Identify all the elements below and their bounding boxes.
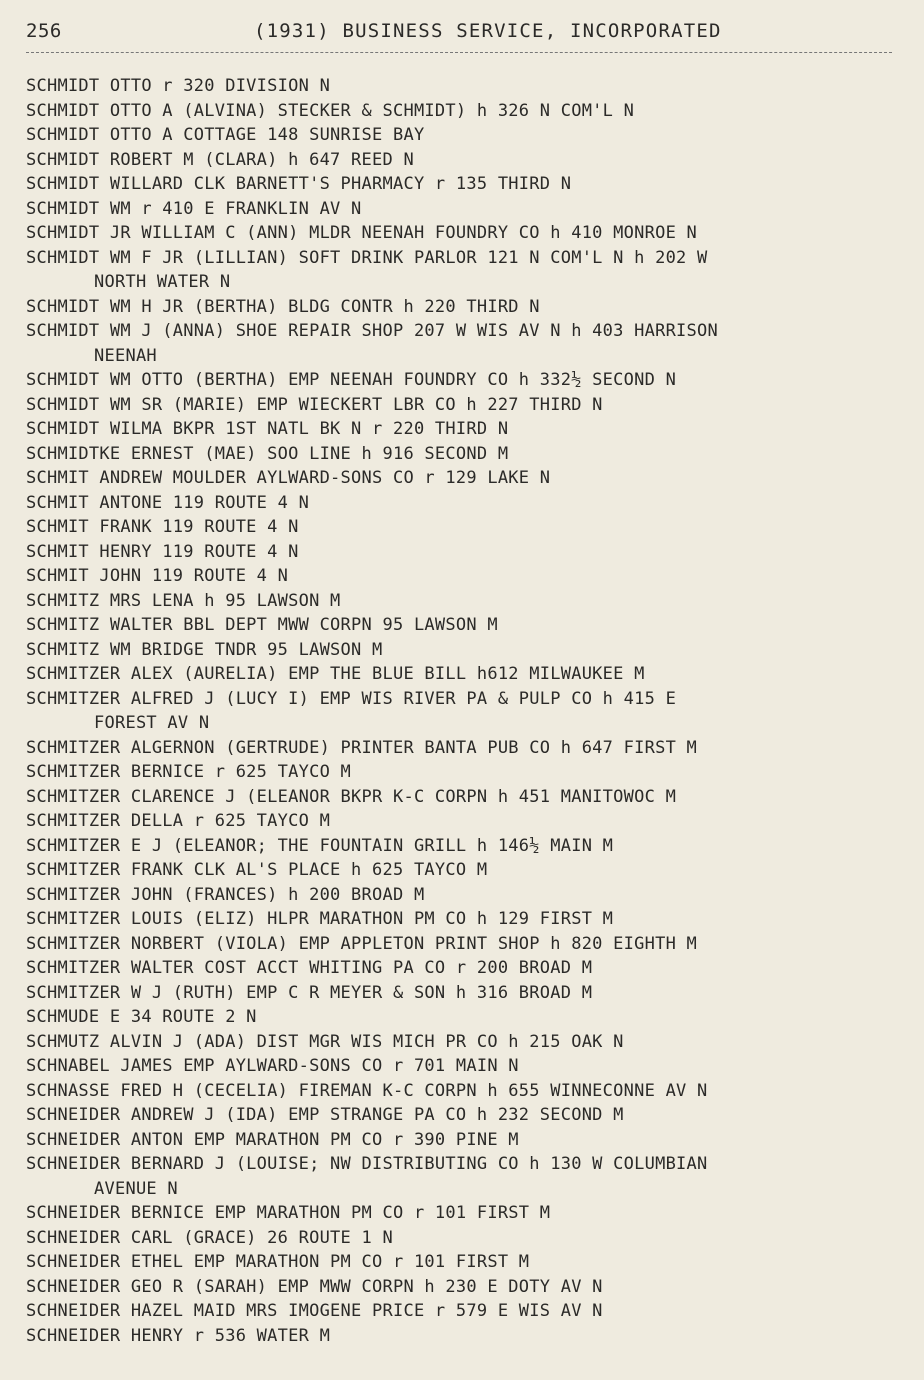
directory-entry: SCHMIDT OTTO A (ALVINA) STECKER & SCHMIDT) h 326 N COM'L N xyxy=(26,100,635,121)
directory-entry: SCHMIDT WM H JR (BERTHA) BLDG CONTR h 220 THIRD N xyxy=(26,296,540,317)
directory-entry: SCHMIDT OTTO r 320 DIVISION N xyxy=(26,76,331,96)
directory-entry: SCHNEIDER ANDREW J (IDA) EMP STRANGE PA CO h 232 SECOND M xyxy=(26,1105,624,1125)
directory-entry: SCHNEIDER BERNICE EMP MARATHON PM CO r 101 FIRST M xyxy=(26,1203,551,1223)
directory-entry: SCHMITZ WM BRIDGE TNDR 95 LAWSON M xyxy=(26,639,383,660)
directory-entry-continuation: FOREST AV N xyxy=(94,713,210,733)
directory-entry: SCHMITZER E J (ELEANOR; THE FOUNTAIN GRILL h 146½ MAIN M xyxy=(26,835,614,856)
directory-entry: SCHNEIDER ANTON EMP MARATHON PM CO r 390 PINE M xyxy=(26,1129,519,1150)
directory-entry-continuation: NORTH WATER N xyxy=(94,272,231,292)
directory-entry: SCHMITZER W J (RUTH) EMP C R MEYER & SON h 316 BROAD M xyxy=(26,982,593,1003)
directory-entry: SCHMIDT WILMA BKPR 1ST NATL BK N r 220 THIRD N xyxy=(26,419,509,439)
directory-entry: SCHNEIDER CARL (GRACE) 26 ROUTE 1 N xyxy=(26,1227,393,1248)
page-number: 256 xyxy=(26,20,62,42)
directory-entry: SCHMITZ WALTER BBL DEPT MWW CORPN 95 LAWSON M xyxy=(26,615,498,635)
directory-entry: SCHMIDT ROBERT M (CLARA) h 647 REED N xyxy=(26,149,414,170)
directory-entry-continuation: AVENUE N xyxy=(94,1178,178,1199)
directory-entry: SCHMIDT WM r 410 E FRANKLIN AV N xyxy=(26,198,362,219)
directory-entry: SCHMITZER LOUIS (ELIZ) HLPR MARATHON PM CO h 129 FIRST M xyxy=(26,909,614,929)
directory-entry: SCHMIT JOHN 119 ROUTE 4 N xyxy=(26,566,289,586)
directory-entry: SCHMIDT WM SR (MARIE) EMP WIECKERT LBR CO h 227 THIRD N xyxy=(26,394,603,415)
page-title: (1931) BUSINESS SERVICE, INCORPORATED xyxy=(254,20,722,42)
directory-entry: SCHMIT ANDREW MOULDER AYLWARD-SONS CO r 129 LAKE N xyxy=(26,468,551,488)
directory-entry: SCHMITZER ALFRED J (LUCY I) EMP WIS RIVER PA & PULP CO h 415 E xyxy=(26,688,677,709)
directory-entry: SCHMITZER FRANK CLK AL'S PLACE h 625 TAYCO M xyxy=(26,860,488,880)
page-header xyxy=(26,18,896,48)
header-rule xyxy=(26,52,892,53)
directory-entry: SCHMIDT WM F JR (LILLIAN) SOFT DRINK PARLOR 121 N COM'L N h 202 W xyxy=(26,247,708,268)
directory-entry: SCHMITZER ALGERNON (GERTRUDE) PRINTER BANTA PUB CO h 647 FIRST M xyxy=(26,737,698,758)
directory-entry: SCHMUTZ ALVIN J (ADA) DIST MGR WIS MICH PR CO h 215 OAK N xyxy=(26,1031,624,1052)
directory-entry: SCHMIT HENRY 119 ROUTE 4 N xyxy=(26,541,299,562)
directory-entry: SCHMITZER ALEX (AURELIA) EMP THE BLUE BILL h612 MILWAUKEE M xyxy=(26,664,645,684)
directory-entry: SCHNEIDER HENRY r 536 WATER M xyxy=(26,1325,331,1346)
directory-entry: SCHMITZER WALTER COST ACCT WHITING PA CO r 200 BROAD M xyxy=(26,958,593,978)
directory-entry: SCHNEIDER HAZEL MAID MRS IMOGENE PRICE r 579 E WIS AV N xyxy=(26,1301,603,1321)
directory-entry: SCHMITZER NORBERT (VIOLA) EMP APPLETON PRINT SHOP h 820 EIGHTH M xyxy=(26,933,698,954)
directory-entry: SCHMIDTKE ERNEST (MAE) SOO LINE h 916 SECOND M xyxy=(26,443,509,464)
directory-entry: SCHMITZER JOHN (FRANCES) h 200 BROAD M xyxy=(26,884,425,905)
directory-entry: SCHNEIDER GEO R (SARAH) EMP MWW CORPN h 230 E DOTY AV N xyxy=(26,1276,603,1297)
directory-entry: SCHMITZ MRS LENA h 95 LAWSON M xyxy=(26,590,341,611)
directory-entry: SCHMITZER CLARENCE J (ELEANOR BKPR K-C CORPN h 451 MANITOWOC M xyxy=(26,786,677,807)
directory-entry: SCHMIDT WM OTTO (BERTHA) EMP NEENAH FOUNDRY CO h 332½ SECOND N xyxy=(26,370,677,390)
directory-listing xyxy=(26,74,918,1348)
directory-entry: SCHNASSE FRED H (CECELIA) FIREMAN K-C CORPN h 655 WINNECONNE AV N xyxy=(26,1080,708,1101)
directory-entry: SCHMIDT OTTO A COTTAGE 148 SUNRISE BAY xyxy=(26,125,425,145)
directory-entry: SCHMITZER BERNICE r 625 TAYCO M xyxy=(26,762,352,782)
directory-entry: SCHMIDT WILLARD CLK BARNETT'S PHARMACY r 135 THIRD N xyxy=(26,174,572,194)
directory-entry-continuation: NEENAH xyxy=(94,345,157,366)
directory-entry: SCHNEIDER ETHEL EMP MARATHON PM CO r 101 FIRST M xyxy=(26,1252,530,1272)
directory-entry: SCHMIT ANTONE 119 ROUTE 4 N xyxy=(26,492,310,513)
directory-entry: SCHMIDT WM J (ANNA) SHOE REPAIR SHOP 207 W WIS AV N h 403 HARRISON xyxy=(26,321,719,341)
directory-entry: SCHMIDT JR WILLIAM C (ANN) MLDR NEENAH FOUNDRY CO h 410 MONROE N xyxy=(26,223,698,243)
directory-entry: SCHMITZER DELLA r 625 TAYCO M xyxy=(26,811,331,831)
directory-entry: SCHMIT FRANK 119 ROUTE 4 N xyxy=(26,517,299,537)
directory-entry: SCHMUDE E 34 ROUTE 2 N xyxy=(26,1007,257,1027)
directory-entry: SCHNEIDER BERNARD J (LOUISE; NW DISTRIBUTING CO h 130 W COLUMBIAN xyxy=(26,1154,708,1174)
directory-entry: SCHNABEL JAMES EMP AYLWARD-SONS CO r 701 MAIN N xyxy=(26,1056,519,1076)
